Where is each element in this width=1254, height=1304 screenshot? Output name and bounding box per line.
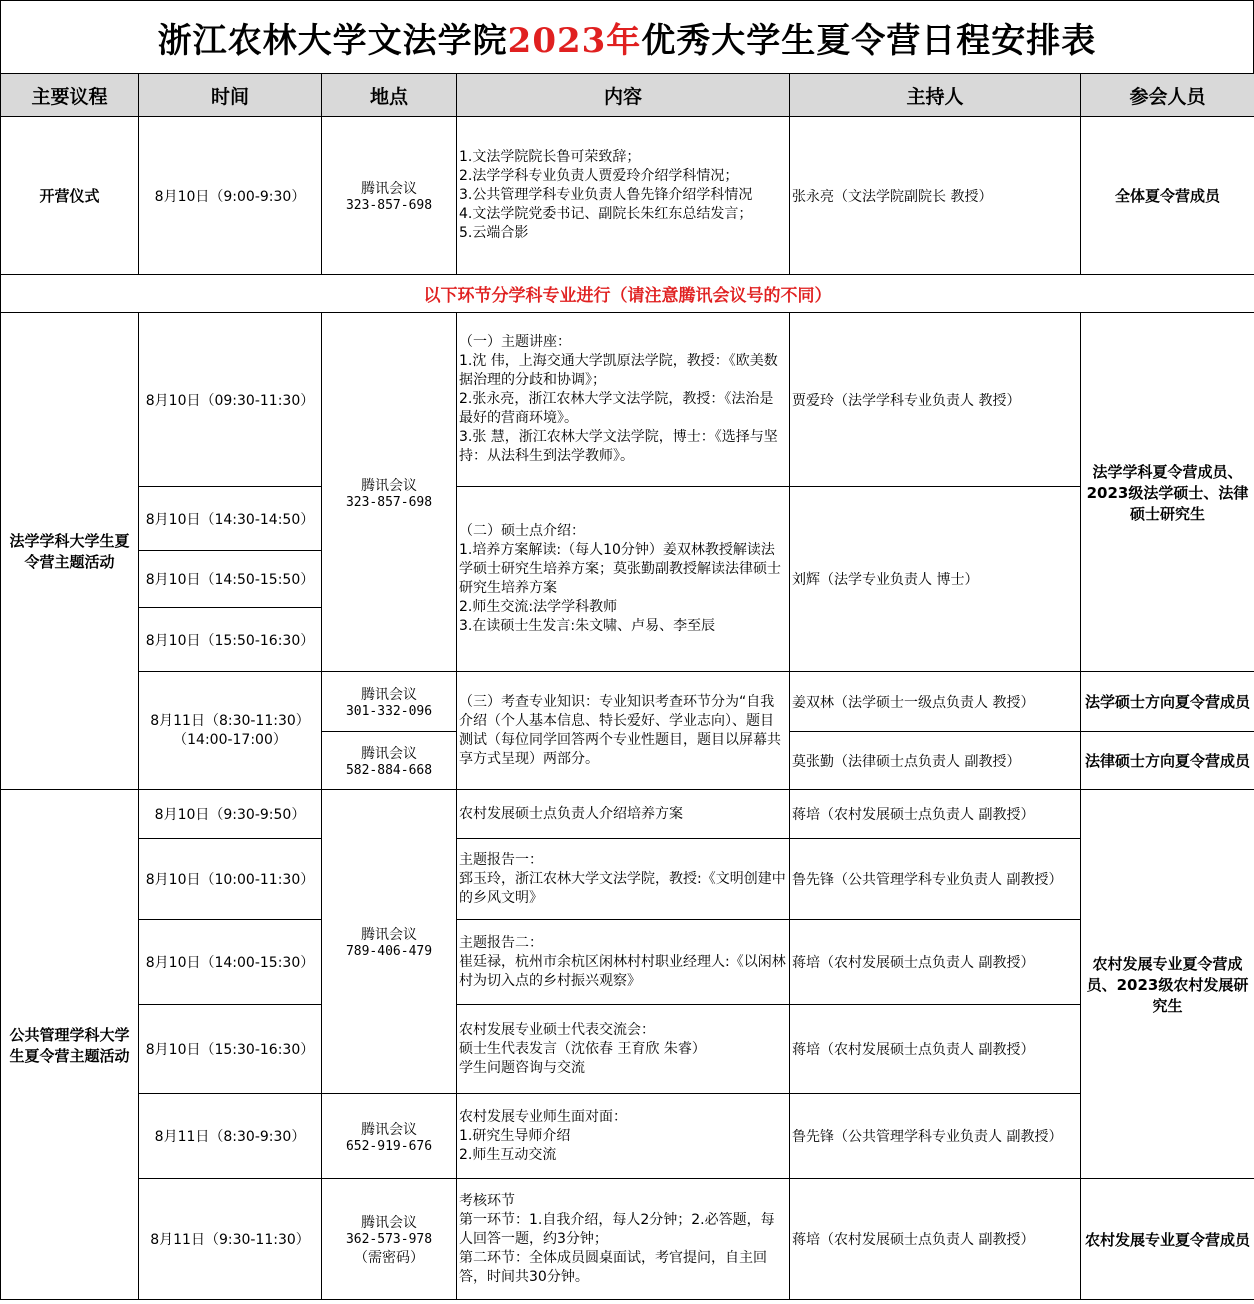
pub-content-2: 主题报告一： 郅玉玲，浙江农林大学文法学院，教授:《文明创建中的乡风文明》 [457, 839, 790, 920]
header-time: 时间 [139, 74, 322, 117]
table-row [1, 1094, 1254, 1179]
table-row [1, 1005, 1254, 1094]
table-row [1, 275, 1254, 313]
table-row [1, 672, 1254, 732]
meeting-id: 582-884-668 [345, 763, 433, 778]
table-row [1, 487, 1254, 551]
meeting-name: 腾讯会议 [361, 181, 417, 197]
table-row [1, 117, 1254, 275]
law-place [322, 313, 457, 672]
table-row [1, 1179, 1254, 1300]
law-content-1: （一）主题讲座： 1.沈 伟，上海交通大学凯原法学院，教授：《欧美数据治理的分歧和协调》； 2.张永亮，浙江农林大学文法学院，教授：《法治是最好的营商环境》。 3.张 慧，浙江农林大学文法学院，博士：《选择与坚持：从法科生到法学教师》。 [457, 313, 790, 487]
pub-place-3 [322, 1179, 457, 1300]
header-attendees: 参会人员 [1081, 74, 1254, 117]
pub-host-6: 蒋培（农村发展硕士点负责人 副教授） [790, 1179, 1081, 1300]
header-row [1, 74, 1254, 117]
pub-agenda: 公共管理学科大学生夏令营主题活动 [1, 790, 139, 1300]
title-year: 2023年 [507, 20, 642, 61]
pub-content-5: 农村发展专业师生面对面： 1.研究生导师介绍 2.师生互动交流 [457, 1094, 790, 1179]
pub-attendees-2: 农村发展专业夏令营成员 [1081, 1179, 1254, 1300]
table-row [1, 790, 1254, 839]
title-prefix: 浙江农林大学文法学院 [157, 20, 508, 61]
notice-row: 以下环节分学科专业进行（请注意腾讯会议号的不同） [1, 275, 1254, 313]
law-host-3: 姜双林（法学硕士一级点负责人 教授） [790, 672, 1081, 732]
law-attendees-3: 法律硕士方向夏令营成员 [1081, 732, 1254, 790]
opening-place [322, 117, 457, 275]
law-time-3: 8月10日（14:50-15:50） [139, 551, 322, 608]
pub-time-3: 8月10日（14:00-15:30） [139, 920, 322, 1005]
pub-time-6: 8月11日（9:30-11:30） [139, 1179, 322, 1300]
meeting-id: 362-573-978 [345, 1231, 433, 1247]
law-agenda: 法学学科大学生夏令营主题活动 [1, 313, 139, 790]
law-time-5: 8月11日（8:30-11:30） （14:00-17:00） [139, 672, 322, 790]
pub-host-3: 蒋培（农村发展硕士点负责人 副教授） [790, 920, 1081, 1005]
law-attendees-2: 法学硕士方向夏令营成员 [1081, 672, 1254, 732]
pub-host-4: 蒋培（农村发展硕士点负责人 副教授） [790, 1005, 1081, 1094]
header-host: 主持人 [790, 74, 1081, 117]
law-host-4: 莫张勤（法律硕士点负责人 副教授） [790, 732, 1081, 790]
opening-content: 1.文法学院院长鲁可荣致辞； 2.法学学科专业负责人贾爱玲介绍学科情况； 3.公共管理学科专业负责人鲁先锋介绍学科情况 4.文法学院党委书记、副院长朱红东总结发言； 5.云端合影 [457, 117, 790, 275]
pub-time-4: 8月10日（15:30-16:30） [139, 1005, 322, 1094]
pub-content-3: 主题报告二： 崔廷禄，杭州市余杭区闲林村村职业经理人:《以闲林村为切入点的乡村振兴观察》 [457, 920, 790, 1005]
header-place: 地点 [322, 74, 457, 117]
title-suffix: 优秀大学生夏令营日程安排表 [641, 20, 1097, 61]
meeting-name: 腾讯会议 [361, 746, 417, 762]
meeting-id: 323-857-698 [345, 198, 433, 213]
meeting-name: 腾讯会议 [361, 1121, 417, 1138]
pub-place-1 [322, 790, 457, 1094]
table-row [1, 313, 1254, 487]
page-title [0, 0, 1254, 73]
law-host-2: 刘辉（法学专业负责人 博士） [790, 487, 1081, 672]
meeting-id: 789-406-479 [345, 944, 433, 959]
law-content-3: （三）考查专业知识：专业知识考查环节分为“自我介绍（个人基本信息、特长爱好、学业志向）、题目测试（每位同学回答两个专业性题目，题目以屏幕共享方式呈现）两部分。 [457, 672, 790, 790]
meeting-password-note: （需密码） [354, 1249, 424, 1266]
law-host-1: 贾爱玲（法学学科专业负责人 教授） [790, 313, 1081, 487]
law-time-1: 8月10日（09:30-11:30） [139, 313, 322, 487]
pub-content-6: 考核环节 第一环节：1.自我介绍，每人2分钟；2.必答题，每人回答一题，约3分钟； 第二环节：全体成员圆桌面试，考官提问，自主回答，时间共30分钟。 [457, 1179, 790, 1300]
law-attendees-1: 法学学科夏令营成员、2023级法学硕士、法律硕士研究生 [1081, 313, 1254, 672]
schedule-table [0, 73, 1254, 1300]
pub-content-4: 农村发展专业硕士代表交流会： 硕士生代表发言（沈依春 王育欣 朱睿） 学生问题咨询与交流 [457, 1005, 790, 1094]
pub-attendees-1: 农村发展专业夏令营成员、2023级农村发展研究生 [1081, 790, 1254, 1179]
table-row [1, 839, 1254, 920]
pub-host-1: 蒋培（农村发展硕士点负责人 副教授） [790, 790, 1081, 839]
pub-time-1: 8月10日（9:30-9:50） [139, 790, 322, 839]
pub-host-5: 鲁先锋（公共管理学科专业负责人 副教授） [790, 1094, 1081, 1179]
opening-time: 8月10日（9:00-9:30） [139, 117, 322, 275]
law-place-2 [322, 672, 457, 732]
law-place-3 [322, 732, 457, 790]
pub-host-2: 鲁先锋（公共管理学科专业负责人 副教授） [790, 839, 1081, 920]
opening-host: 张永亮（文法学院副院长 教授） [790, 117, 1081, 275]
pub-place-2 [322, 1094, 457, 1179]
header-agenda: 主要议程 [1, 74, 139, 117]
pub-time-2: 8月10日（10:00-11:30） [139, 839, 322, 920]
law-content-2: （二）硕士点介绍： 1.培养方案解读:（每人10分钟）姜双林教授解读法学硕士研究生培养方案；莫张勤副教授解读法律硕士研究生培养方案 2.师生交流:法学学科教师 3.在读硕士生发言:朱文啸、卢易、李至辰 [457, 487, 790, 672]
meeting-name: 腾讯会议 [361, 477, 417, 494]
meeting-name: 腾讯会议 [361, 1214, 417, 1231]
opening-agenda: 开营仪式 [1, 117, 139, 275]
meeting-name: 腾讯会议 [361, 687, 417, 703]
meeting-name: 腾讯会议 [361, 927, 417, 943]
meeting-id: 323-857-698 [345, 494, 433, 510]
pub-content-1: 农村发展硕士点负责人介绍培养方案 [457, 790, 790, 839]
opening-attendees: 全体夏令营成员 [1081, 117, 1254, 275]
header-content: 内容 [457, 74, 790, 117]
meeting-id: 652-919-676 [345, 1138, 433, 1154]
table-row [1, 920, 1254, 1005]
meeting-id: 301-332-096 [345, 704, 433, 719]
law-time-2: 8月10日（14:30-14:50） [139, 487, 322, 551]
pub-time-5: 8月11日（8:30-9:30） [139, 1094, 322, 1179]
law-time-4: 8月10日（15:50-16:30） [139, 608, 322, 672]
